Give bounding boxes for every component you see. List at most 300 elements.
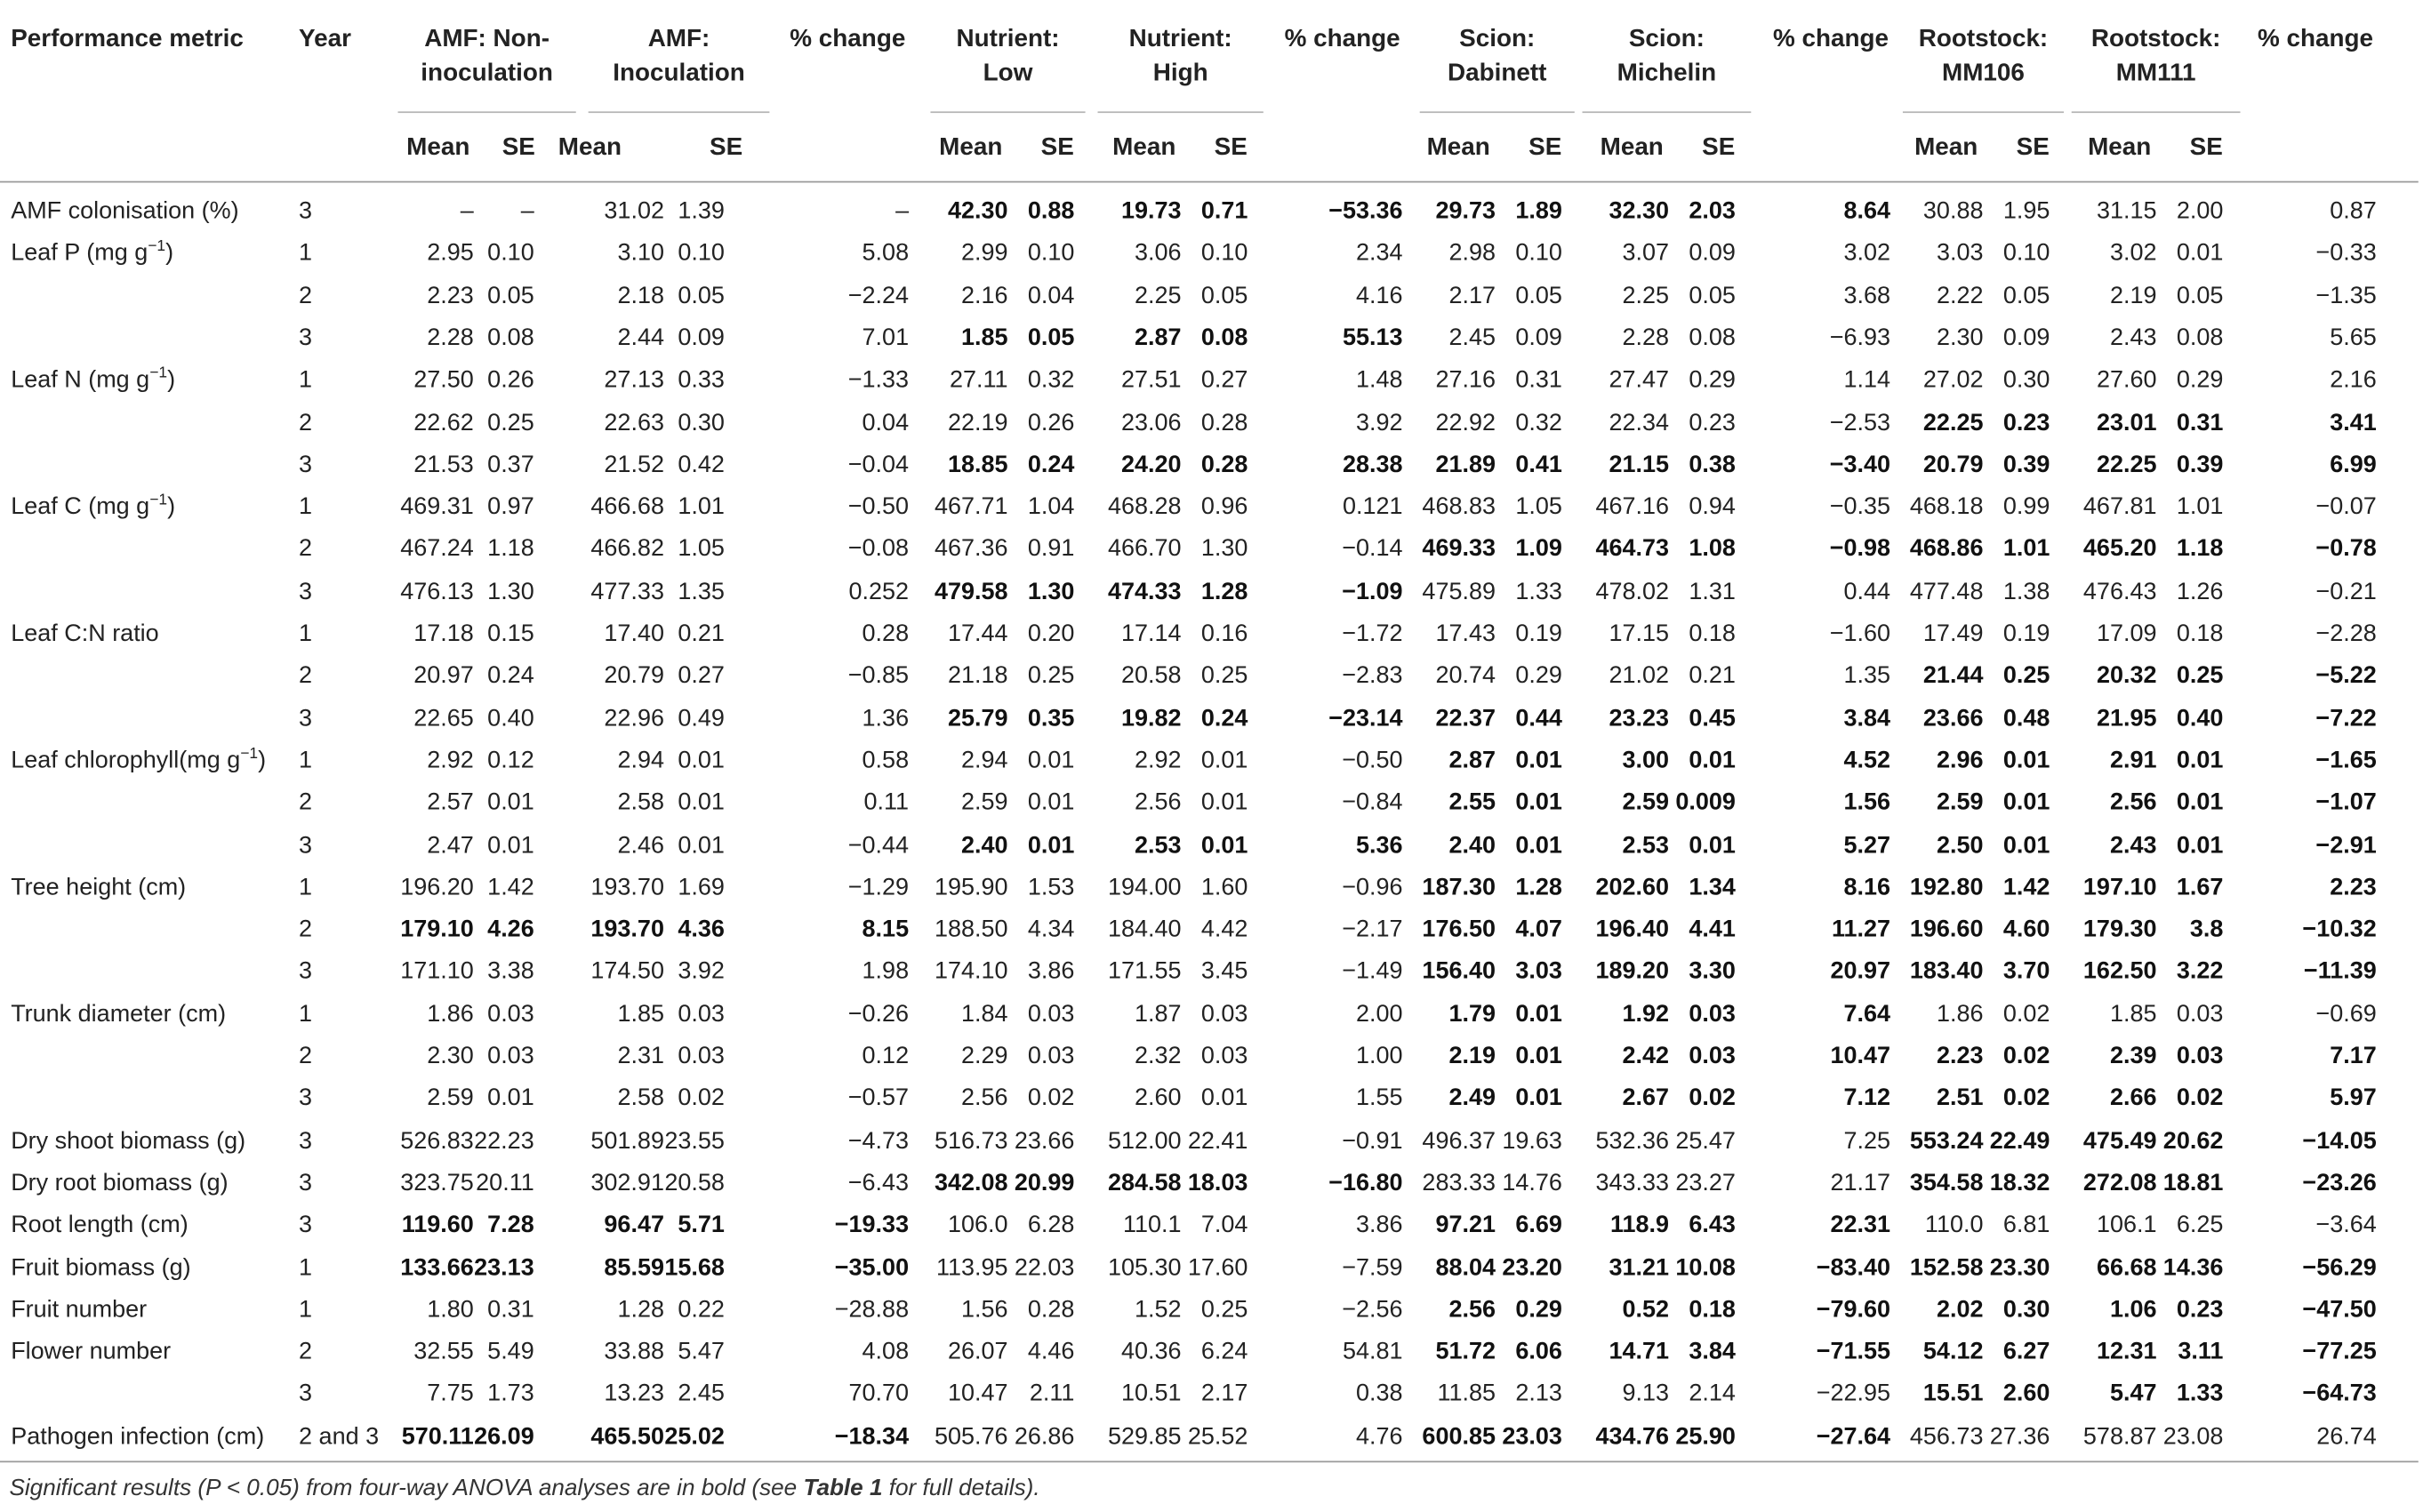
table-cell: 0.15 bbox=[487, 620, 534, 647]
table-cell: 468.83 bbox=[1422, 493, 1496, 521]
table-cell: 1.05 bbox=[1515, 493, 1562, 521]
table-cell: 0.01 bbox=[1027, 789, 1075, 816]
table-cell: 162.50 bbox=[2082, 958, 2157, 985]
table-cell: 1.33 bbox=[1515, 578, 1562, 605]
table-cell: −77.25 bbox=[2302, 1339, 2377, 1365]
table-cell: 2.58 bbox=[617, 1084, 664, 1112]
table-cell: 8.16 bbox=[1843, 874, 1891, 900]
table-cell: 15.51 bbox=[1922, 1380, 1984, 1408]
table-cell: 17.44 bbox=[947, 620, 1008, 647]
table-cell: 4.36 bbox=[678, 916, 725, 943]
table-cell: 20.79 bbox=[604, 662, 664, 690]
row-year: 3 bbox=[299, 831, 313, 859]
table-cell: 25.47 bbox=[1675, 1127, 1736, 1155]
table-cell: 0.01 bbox=[2002, 789, 2050, 816]
table-cell: 1.42 bbox=[487, 874, 534, 900]
table-cell: 0.26 bbox=[1027, 409, 1075, 436]
table-cell: 21.95 bbox=[2096, 705, 2157, 732]
table-cell: 1.35 bbox=[1843, 662, 1891, 690]
table-cell: 1.56 bbox=[960, 1296, 1008, 1324]
table-cell: −0.50 bbox=[847, 493, 910, 521]
table-cell: 1.04 bbox=[1027, 493, 1075, 521]
row-metric bbox=[11, 571, 297, 612]
table-cell: 17.43 bbox=[1435, 620, 1496, 647]
table-cell: 17.60 bbox=[1187, 1254, 1248, 1281]
table-cell: 4.26 bbox=[487, 916, 534, 943]
table-row bbox=[0, 1204, 2423, 1246]
table-cell: 0.87 bbox=[2330, 197, 2377, 225]
row-year: 2 bbox=[299, 409, 313, 436]
row-metric: Pathogen infection (cm) bbox=[11, 1423, 265, 1450]
table-cell: 1.28 bbox=[617, 1296, 664, 1324]
header-mean: Mean bbox=[406, 134, 470, 162]
table-cell: 2.99 bbox=[960, 240, 1008, 267]
table-cell: 0.02 bbox=[1027, 1084, 1075, 1112]
table-cell: 2.25 bbox=[1135, 282, 1182, 309]
table-cell: 20.97 bbox=[1830, 958, 1891, 985]
table-cell: 529.85 bbox=[1107, 1423, 1182, 1450]
table-cell: 0.12 bbox=[862, 1043, 910, 1070]
table-cell: 0.01 bbox=[1200, 1084, 1248, 1112]
table-cell: −22.95 bbox=[1816, 1380, 1891, 1408]
table-cell: −1.29 bbox=[847, 874, 910, 900]
row-metric bbox=[11, 275, 297, 316]
table-cell: 0.121 bbox=[1342, 493, 1403, 521]
row-year: 3 bbox=[299, 578, 313, 605]
table-cell: 0.94 bbox=[1689, 493, 1736, 521]
header-group-line2: Michelin bbox=[1617, 60, 1717, 87]
table-cell: 578.87 bbox=[2082, 1423, 2157, 1450]
table-cell: 0.10 bbox=[2002, 240, 2050, 267]
table-cell: 21.15 bbox=[1609, 452, 1670, 478]
table-cell: 18.85 bbox=[947, 452, 1008, 478]
table-cell: −1.60 bbox=[1829, 620, 1891, 647]
header-group-line1: Rootstock: bbox=[2090, 26, 2221, 53]
table-cell: 464.73 bbox=[1595, 536, 1670, 563]
table-cell: −35.00 bbox=[834, 1254, 910, 1281]
table-cell: 2.00 bbox=[1355, 1000, 1403, 1028]
row-metric: Dry shoot biomass (g) bbox=[11, 1127, 246, 1155]
header-group-line2: Dabinett bbox=[1448, 60, 1547, 87]
table-cell: −56.29 bbox=[2302, 1254, 2377, 1281]
table-cell: 456.73 bbox=[1909, 1423, 1984, 1450]
header-se: SE bbox=[2189, 134, 2223, 162]
table-cell: 475.89 bbox=[1422, 578, 1496, 605]
table-cell: 1.55 bbox=[1355, 1084, 1403, 1112]
table-cell: 0.01 bbox=[678, 747, 725, 774]
row-metric bbox=[11, 528, 297, 570]
table-cell: 8.15 bbox=[862, 916, 910, 943]
table-cell: 19.73 bbox=[1120, 197, 1182, 225]
table-cell: 1.89 bbox=[1515, 197, 1562, 225]
table-cell: 1.86 bbox=[427, 1000, 474, 1028]
table-cell: 2.23 bbox=[2330, 874, 2377, 900]
table-cell: 10.47 bbox=[1830, 1043, 1891, 1070]
table-cell: 1.42 bbox=[2002, 874, 2050, 900]
table-cell: 1.14 bbox=[1843, 366, 1891, 394]
header-mean: Mean bbox=[1600, 134, 1664, 162]
table-cell: 477.33 bbox=[590, 578, 664, 605]
row-year: 2 and 3 bbox=[299, 1423, 380, 1450]
table-cell: 40.36 bbox=[1120, 1339, 1182, 1365]
table-cell: 0.28 bbox=[1027, 1296, 1075, 1324]
table-cell: 156.40 bbox=[1422, 958, 1496, 985]
table-cell: 0.29 bbox=[1515, 662, 1562, 690]
table-cell: 0.10 bbox=[1200, 240, 1248, 267]
table-cell: −83.40 bbox=[1816, 1254, 1891, 1281]
table-cell: 2.60 bbox=[2002, 1380, 2050, 1408]
header-group-line2: MM111 bbox=[2115, 60, 2196, 87]
table-cell: −0.44 bbox=[847, 831, 910, 859]
header-year: Year bbox=[299, 26, 351, 53]
table-cell: 66.68 bbox=[2096, 1254, 2157, 1281]
table-cell: 0.58 bbox=[862, 747, 910, 774]
table-cell: 1.69 bbox=[678, 874, 725, 900]
table-cell: 1.56 bbox=[1843, 789, 1891, 816]
table-cell: 1.28 bbox=[1515, 874, 1562, 900]
table-cell: 21.53 bbox=[413, 452, 474, 478]
table-cell: 0.27 bbox=[1200, 366, 1248, 394]
table-cell: 0.01 bbox=[1689, 747, 1736, 774]
table-cell: 467.16 bbox=[1595, 493, 1670, 521]
row-year: 3 bbox=[299, 1380, 313, 1408]
table-cell: 0.09 bbox=[2002, 324, 2050, 352]
table-cell: 1.33 bbox=[2176, 1380, 2224, 1408]
table-cell: 27.60 bbox=[2096, 366, 2157, 394]
table-cell: 1.38 bbox=[2002, 578, 2050, 605]
table-cell: 33.88 bbox=[604, 1339, 664, 1365]
table-cell: 323.75 bbox=[400, 1170, 474, 1196]
table-row bbox=[0, 1077, 2423, 1119]
row-metric: Fruit biomass (g) bbox=[11, 1254, 191, 1281]
table-cell: −1.07 bbox=[2315, 789, 2377, 816]
table-cell: 1.48 bbox=[1355, 366, 1403, 394]
table-cell: 1.98 bbox=[862, 958, 910, 985]
table-cell: 7.75 bbox=[427, 1380, 474, 1408]
table-cell: 3.84 bbox=[1689, 1339, 1736, 1365]
table-cell: −3.64 bbox=[2315, 1212, 2377, 1239]
table-cell: 3.11 bbox=[2178, 1339, 2224, 1365]
table-cell: 23.66 bbox=[1014, 1127, 1075, 1155]
table-cell: 512.00 bbox=[1107, 1127, 1182, 1155]
table-cell: 2.55 bbox=[1448, 789, 1496, 816]
table-cell: 476.43 bbox=[2082, 578, 2157, 605]
table-cell: 3.22 bbox=[2176, 958, 2224, 985]
row-year: 2 bbox=[299, 1339, 313, 1365]
table-cell: 5.08 bbox=[862, 240, 910, 267]
row-metric bbox=[11, 824, 297, 866]
table-cell: 3.86 bbox=[1355, 1212, 1403, 1239]
table-cell: −23.26 bbox=[2302, 1170, 2377, 1196]
table-cell: 0.23 bbox=[2176, 1296, 2224, 1324]
table-cell: 18.03 bbox=[1187, 1170, 1248, 1196]
header-group-line1: Rootstock: bbox=[1918, 26, 2049, 53]
table-cell: 7.01 bbox=[862, 324, 910, 352]
table-cell: −0.57 bbox=[847, 1084, 910, 1112]
row-year: 3 bbox=[299, 324, 313, 352]
table-cell: 27.11 bbox=[949, 366, 1008, 394]
header-group-underline bbox=[1583, 111, 1752, 113]
table-cell: 0.08 bbox=[1689, 324, 1736, 352]
table-cell: 4.76 bbox=[1355, 1423, 1403, 1450]
table-cell: 0.19 bbox=[1515, 620, 1562, 647]
table-cell: −0.98 bbox=[1829, 536, 1891, 563]
table-cell: 3.41 bbox=[2330, 409, 2377, 436]
table-cell: −7.22 bbox=[2315, 705, 2377, 732]
row-metric: AMF colonisation (%) bbox=[11, 197, 239, 225]
table-cell: 0.31 bbox=[1515, 366, 1562, 394]
table-cell: 26.07 bbox=[947, 1339, 1008, 1365]
table-cell: 17.40 bbox=[604, 620, 664, 647]
table-row bbox=[0, 486, 2423, 528]
header-se: SE bbox=[710, 134, 743, 162]
table-cell: 13.23 bbox=[604, 1380, 664, 1408]
table-cell: 6.24 bbox=[1200, 1339, 1248, 1365]
header-group-line1: Nutrient: bbox=[1128, 26, 1232, 53]
row-year: 1 bbox=[299, 240, 313, 267]
table-cell: 7.17 bbox=[2330, 1043, 2377, 1070]
table-cell: 30.88 bbox=[1922, 197, 1984, 225]
table-cell: 0.16 bbox=[1200, 620, 1248, 647]
row-year: 2 bbox=[299, 916, 313, 943]
header-group-underline bbox=[1903, 111, 2064, 113]
table-cell: 2.53 bbox=[1135, 831, 1182, 859]
table-cell: 4.46 bbox=[1027, 1339, 1075, 1365]
table-cell: 27.02 bbox=[1922, 366, 1984, 394]
row-metric bbox=[11, 782, 297, 824]
header-se: SE bbox=[1702, 134, 1736, 162]
table-cell: 22.49 bbox=[1989, 1127, 2050, 1155]
table-cell: −2.17 bbox=[1342, 916, 1403, 943]
table-cell: 0.01 bbox=[2176, 831, 2224, 859]
table-cell: 0.03 bbox=[678, 1043, 725, 1070]
table-cell: 2.92 bbox=[427, 747, 474, 774]
table-cell: 2.19 bbox=[2109, 282, 2157, 309]
table-cell: 2.43 bbox=[2109, 324, 2157, 352]
table-cell: 469.31 bbox=[400, 493, 474, 521]
table-cell: 133.66 bbox=[400, 1254, 474, 1281]
table-cell: 0.02 bbox=[2176, 1084, 2224, 1112]
table-cell: 2.34 bbox=[1355, 240, 1403, 267]
table-cell: 3.02 bbox=[2109, 240, 2157, 267]
table-cell: 174.10 bbox=[934, 958, 1008, 985]
table-row bbox=[0, 740, 2423, 781]
footnote-text-end: for full details). bbox=[882, 1475, 1040, 1501]
table-cell: 0.44 bbox=[1843, 578, 1891, 605]
table-cell: 0.26 bbox=[487, 366, 534, 394]
table-cell: 22.92 bbox=[1435, 409, 1496, 436]
table-cell: −0.69 bbox=[2315, 1000, 2377, 1028]
row-metric bbox=[11, 317, 297, 359]
table-cell: 19.82 bbox=[1120, 705, 1182, 732]
table-cell: −0.91 bbox=[1342, 1127, 1403, 1155]
table-cell: 354.58 bbox=[1909, 1170, 1984, 1196]
table-cell: 469.33 bbox=[1422, 536, 1496, 563]
row-year: 1 bbox=[299, 366, 313, 394]
header-group-line2: inoculation bbox=[421, 60, 553, 87]
table-cell: 21.18 bbox=[947, 662, 1008, 690]
row-year: 3 bbox=[299, 1127, 313, 1155]
table-cell: 0.05 bbox=[487, 282, 534, 309]
table-cell: 0.05 bbox=[678, 282, 725, 309]
table-cell: 3.68 bbox=[1843, 282, 1891, 309]
table-row bbox=[0, 1415, 2423, 1457]
table-cell: 466.70 bbox=[1107, 536, 1182, 563]
table-cell: 3.02 bbox=[1843, 240, 1891, 267]
table-cell: 22.41 bbox=[1187, 1127, 1248, 1155]
table-cell: 23.30 bbox=[1989, 1254, 2050, 1281]
row-year: 3 bbox=[299, 705, 313, 732]
table-cell: 0.01 bbox=[1027, 747, 1075, 774]
table-cell: 4.07 bbox=[1515, 916, 1562, 943]
table-cell: 2.28 bbox=[427, 324, 474, 352]
table-cell: 54.12 bbox=[1922, 1339, 1984, 1365]
table-cell: 55.13 bbox=[1342, 324, 1403, 352]
table-cell: −0.35 bbox=[1829, 493, 1891, 521]
table-cell: 2.60 bbox=[1135, 1084, 1182, 1112]
table-cell: 0.03 bbox=[1689, 1043, 1736, 1070]
table-cell: 468.86 bbox=[1909, 536, 1984, 563]
table-cell: −0.07 bbox=[2315, 493, 2377, 521]
table-cell: 5.97 bbox=[2330, 1084, 2377, 1112]
row-year: 1 bbox=[299, 874, 313, 900]
table-cell: 0.11 bbox=[863, 789, 910, 816]
table-cell: 0.03 bbox=[2176, 1043, 2224, 1070]
table-cell: 2.32 bbox=[1135, 1043, 1182, 1070]
table-cell: 1.53 bbox=[1027, 874, 1075, 900]
table-cell: 2.23 bbox=[427, 282, 474, 309]
table-cell: 110.0 bbox=[1924, 1212, 1984, 1239]
table-cell: 465.20 bbox=[2082, 536, 2157, 563]
table-cell: 3.84 bbox=[1843, 705, 1891, 732]
table-cell: 0.33 bbox=[678, 366, 725, 394]
table-cell: 3.00 bbox=[1622, 747, 1670, 774]
table-cell: 468.28 bbox=[1107, 493, 1182, 521]
table-cell: 1.67 bbox=[2176, 874, 2224, 900]
table-cell: 22.34 bbox=[1609, 409, 1670, 436]
row-metric bbox=[11, 1373, 297, 1415]
table-cell: 6.43 bbox=[1689, 1212, 1736, 1239]
table-cell: 21.02 bbox=[1609, 662, 1670, 690]
table-cell: 0.40 bbox=[2176, 705, 2224, 732]
table-row bbox=[0, 993, 2423, 1035]
table-cell: 0.32 bbox=[1027, 366, 1075, 394]
table-cell: 2.56 bbox=[1448, 1296, 1496, 1324]
table-cell: 188.50 bbox=[934, 916, 1008, 943]
table-cell: −3.40 bbox=[1829, 452, 1891, 478]
table-cell: −1.49 bbox=[1342, 958, 1403, 985]
table-cell: 0.252 bbox=[848, 578, 910, 605]
table-cell: 23.06 bbox=[1120, 409, 1182, 436]
table-cell: 2.16 bbox=[2330, 366, 2377, 394]
table-cell: −6.43 bbox=[847, 1170, 910, 1196]
table-cell: 0.03 bbox=[487, 1043, 534, 1070]
header-se: SE bbox=[2016, 134, 2050, 162]
table-cell: −0.84 bbox=[1342, 789, 1403, 816]
table-cell: 2.87 bbox=[1135, 324, 1182, 352]
row-metric: Flower number bbox=[11, 1339, 172, 1365]
table-cell: 4.41 bbox=[1689, 916, 1736, 943]
table-cell: 196.60 bbox=[1909, 916, 1984, 943]
table-cell: 2.02 bbox=[1936, 1296, 1984, 1324]
table-cell: – bbox=[520, 197, 534, 225]
table-cell: 2.94 bbox=[960, 747, 1008, 774]
table-cell: 0.02 bbox=[1689, 1084, 1736, 1112]
table-cell: 0.45 bbox=[1689, 705, 1736, 732]
table-cell: 184.40 bbox=[1107, 916, 1182, 943]
footnote-text: Significant results (P < 0.05) from four-way ANOVA analyses are in bold (see bbox=[9, 1475, 804, 1501]
table-cell: 0.02 bbox=[678, 1084, 725, 1112]
header-se: SE bbox=[1528, 134, 1562, 162]
table-cell: −1.35 bbox=[2315, 282, 2377, 309]
table-cell: 1.01 bbox=[2002, 536, 2050, 563]
table-cell: −0.21 bbox=[2315, 578, 2377, 605]
table-cell: 106.1 bbox=[2096, 1212, 2157, 1239]
row-year: 1 bbox=[299, 620, 313, 647]
table-cell: 1.34 bbox=[1689, 874, 1736, 900]
table-row bbox=[0, 1373, 2423, 1415]
table-row bbox=[0, 782, 2423, 824]
table-cell: 1.84 bbox=[960, 1000, 1008, 1028]
table-cell: 26.09 bbox=[474, 1423, 534, 1450]
table-cell: 0.44 bbox=[1515, 705, 1562, 732]
table-cell: 31.21 bbox=[1609, 1254, 1670, 1281]
table-cell: 26.86 bbox=[1014, 1423, 1075, 1450]
table-cell: 25.79 bbox=[947, 705, 1008, 732]
table-cell: 0.40 bbox=[487, 705, 534, 732]
table-cell: 18.81 bbox=[2162, 1170, 2224, 1196]
table-cell: 196.40 bbox=[1595, 916, 1670, 943]
table-cell: 0.49 bbox=[678, 705, 725, 732]
table-cell: 171.55 bbox=[1107, 958, 1182, 985]
header-bottom-rule bbox=[0, 181, 2419, 183]
table-cell: 2.17 bbox=[1448, 282, 1496, 309]
table-cell: 1.39 bbox=[678, 197, 725, 225]
table-row bbox=[0, 275, 2423, 316]
table-cell: 2.23 bbox=[1936, 1043, 1984, 1070]
table-cell: 85.59 bbox=[604, 1254, 664, 1281]
table-cell: 2.53 bbox=[1622, 831, 1670, 859]
table-cell: 0.23 bbox=[2002, 409, 2050, 436]
table-cell: 2.59 bbox=[1622, 789, 1670, 816]
table-cell: 0.41 bbox=[1515, 452, 1562, 478]
header-group-underline bbox=[1098, 111, 1264, 113]
table-row bbox=[0, 1120, 2423, 1162]
row-year: 3 bbox=[299, 1212, 313, 1239]
table-cell: 29.73 bbox=[1435, 197, 1496, 225]
row-metric: Tree height (cm) bbox=[11, 874, 187, 900]
table-cell: 15.68 bbox=[664, 1254, 725, 1281]
header-group-underline bbox=[397, 111, 575, 113]
table-cell: 0.01 bbox=[1027, 831, 1075, 859]
row-metric: Trunk diameter (cm) bbox=[11, 1000, 227, 1028]
table-cell: 1.30 bbox=[1200, 536, 1248, 563]
table-cell: 2.56 bbox=[960, 1084, 1008, 1112]
table-cell: 2.59 bbox=[1936, 789, 1984, 816]
table-cell: 70.70 bbox=[848, 1380, 910, 1408]
row-year: 3 bbox=[299, 452, 313, 478]
table-cell: 496.37 bbox=[1422, 1127, 1496, 1155]
table-cell: 2.66 bbox=[2109, 1084, 2157, 1112]
table-cell: 1.36 bbox=[862, 705, 910, 732]
table-cell: 0.05 bbox=[1200, 282, 1248, 309]
table-ref-link[interactable]: Table 1 bbox=[803, 1475, 883, 1501]
table-cell: 1.60 bbox=[1200, 874, 1248, 900]
table-cell: 1.06 bbox=[2109, 1296, 2157, 1324]
table-cell: 434.76 bbox=[1595, 1423, 1670, 1450]
table-row bbox=[0, 1036, 2423, 1077]
header-group-underline bbox=[2072, 111, 2241, 113]
